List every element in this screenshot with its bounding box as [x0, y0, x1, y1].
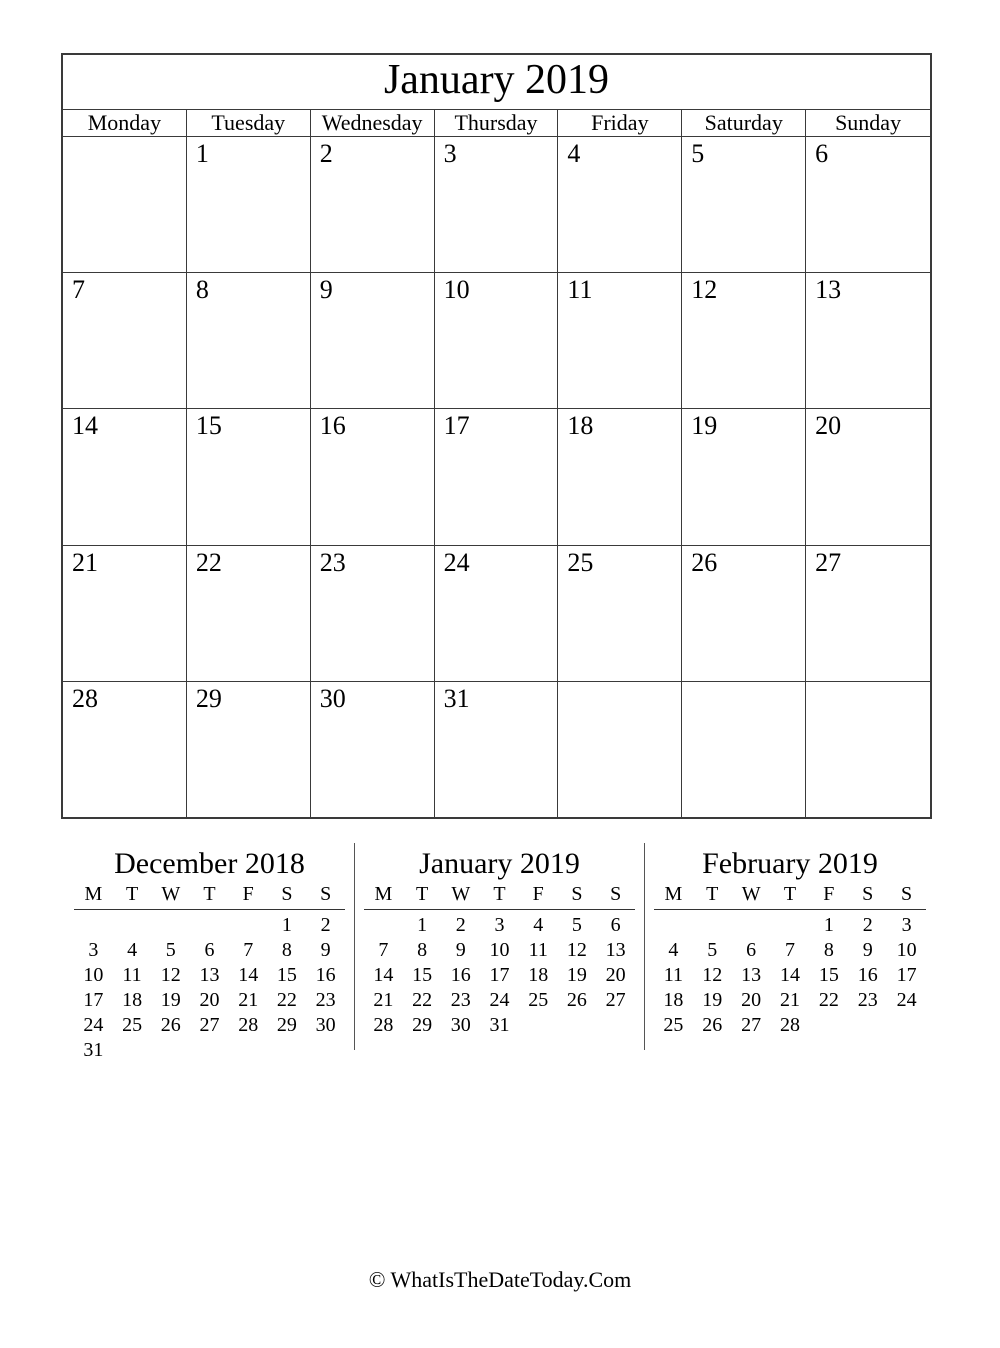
mini-day-cell: 1: [823, 914, 834, 936]
mini-day-header: S: [610, 883, 622, 905]
mini-day-cell: 25: [663, 1014, 684, 1036]
mini-day-cell: 16: [450, 964, 471, 986]
day-cell: 4: [558, 137, 682, 272]
mini-day-cell: 28: [373, 1014, 394, 1036]
mini-day-header: T: [203, 883, 216, 905]
mini-day-cell: 18: [528, 964, 549, 986]
mini-day-header: T: [415, 883, 429, 905]
mini-calendar-grid: [364, 910, 635, 1038]
mini-day-cell: 23: [450, 989, 471, 1011]
mini-day-cell: 20: [605, 964, 626, 986]
mini-day-cell: 24: [489, 989, 510, 1011]
mini-day-cell: 12: [160, 964, 181, 986]
mini-day-header: T: [493, 883, 506, 905]
mini-day-header: S: [901, 883, 913, 905]
day-cell: 28: [63, 682, 187, 817]
mini-day-cell: 19: [702, 989, 723, 1011]
mini-day-cell: 3: [901, 914, 912, 936]
mini-day-cell: 13: [199, 964, 220, 986]
mini-day-header: W: [451, 883, 471, 905]
mini-week-row: [364, 913, 635, 938]
empty-day-cell: [806, 682, 930, 817]
mini-calendar-february-2019: [645, 843, 935, 1050]
empty-day-cell: [558, 682, 682, 817]
mini-day-cell: 24: [83, 1014, 104, 1036]
mini-empty-day-cell: [190, 913, 229, 938]
day-cell: 25: [558, 546, 682, 681]
mini-day-header: S: [862, 883, 874, 905]
mini-empty-day-cell: [268, 1038, 307, 1063]
mini-calendar-grid: [654, 910, 926, 1038]
day-header-tuesday: Tuesday: [187, 110, 311, 138]
mini-day-cell: 3: [494, 914, 505, 936]
mini-day-cell: 8: [823, 939, 834, 961]
day-cell: 2: [311, 137, 435, 272]
mini-week-row: [654, 1013, 926, 1038]
mini-empty-day-cell: [771, 913, 810, 938]
mini-day-cell: 18: [663, 989, 684, 1011]
mini-empty-day-cell: [519, 1013, 558, 1038]
mini-day-cell: 11: [528, 939, 548, 961]
mini-day-cell: 6: [746, 939, 757, 961]
day-cell: 6: [815, 139, 829, 168]
mini-day-cell: 13: [605, 939, 626, 961]
mini-day-header: F: [823, 883, 835, 905]
mini-week-row: [74, 963, 345, 988]
mini-week-row: [364, 988, 635, 1013]
mini-day-cell: 25: [122, 1014, 143, 1036]
day-cell: 17: [435, 409, 559, 544]
day-cell: 31: [435, 682, 559, 817]
day-cell: 5: [682, 137, 806, 272]
mini-day-cell: 5: [571, 914, 582, 936]
mini-day-cell: 6: [610, 914, 621, 936]
mini-day-cell: 27: [741, 1014, 762, 1036]
mini-day-cell: 21: [373, 989, 394, 1011]
day-cell: 30: [311, 682, 435, 817]
mini-empty-day-cell: [732, 913, 771, 938]
mini-day-cell: 2: [862, 914, 873, 936]
mini-day-header: T: [125, 883, 139, 905]
mini-day-cell: 11: [663, 964, 684, 986]
mini-day-cell: 5: [165, 939, 176, 961]
mini-day-header: S: [571, 883, 583, 905]
mini-day-cell: 22: [276, 989, 297, 1011]
day-cell: 24: [435, 546, 559, 681]
mini-week-row: [654, 938, 926, 963]
mini-day-cell: 14: [779, 964, 800, 986]
mini-day-header: T: [783, 883, 797, 905]
mini-empty-day-cell: [887, 1013, 926, 1038]
mini-day-header: S: [320, 883, 332, 905]
main-calendar-day-headers: [63, 110, 930, 137]
mini-empty-day-cell: [558, 1013, 597, 1038]
day-cell: 14: [63, 409, 187, 544]
day-cell: 13: [815, 275, 842, 305]
empty-day-cell: [63, 137, 187, 272]
mini-day-header: F: [242, 883, 254, 905]
mini-day-cell: 28: [238, 1014, 259, 1036]
mini-day-cell: 8: [417, 939, 428, 961]
mini-week-row: [74, 1038, 345, 1063]
mini-week-row: [74, 1013, 345, 1038]
mini-day-cell: 11: [122, 964, 142, 986]
mini-day-cell: 29: [412, 1014, 433, 1036]
mini-day-cell: 10: [83, 964, 104, 986]
mini-day-cell: 14: [373, 964, 394, 986]
day-cell: 29: [187, 682, 311, 817]
mini-day-header: M: [84, 883, 103, 905]
mini-empty-day-cell: [693, 913, 732, 938]
day-cell: 10: [435, 273, 559, 408]
mini-day-cell: 12: [566, 939, 587, 961]
day-cell: 16: [311, 409, 435, 544]
mini-empty-day-cell: [364, 913, 403, 938]
mini-day-cell: 28: [779, 1014, 800, 1036]
mini-day-header: S: [281, 883, 293, 905]
mini-empty-day-cell: [306, 1038, 345, 1063]
mini-calendar-day-headers: [654, 884, 926, 910]
day-header-sunday: Sunday: [835, 110, 902, 135]
mini-day-cell: 1: [417, 914, 428, 936]
mini-day-cell: 13: [741, 964, 762, 986]
day-header-monday: Monday: [63, 110, 187, 138]
footer-watermark: © WhatIsTheDateToday.Com: [368, 1267, 632, 1292]
mini-day-cell: 4: [533, 914, 544, 936]
mini-day-cell: 22: [818, 989, 839, 1011]
mini-day-cell: 2: [320, 914, 331, 936]
week-row: [63, 546, 930, 682]
day-header-thursday: Thursday: [435, 110, 559, 138]
main-calendar: [61, 53, 932, 819]
day-header-saturday: Saturday: [682, 110, 806, 138]
mini-day-cell: 2: [455, 914, 466, 936]
mini-day-header: T: [706, 883, 719, 905]
mini-day-cell: 9: [862, 939, 873, 961]
mini-week-row: [74, 913, 345, 938]
mini-week-row: [364, 963, 635, 988]
mini-week-row: [654, 988, 926, 1013]
mini-day-cell: 10: [489, 939, 510, 961]
mini-day-cell: 31: [489, 1014, 510, 1036]
mini-day-cell: 8: [281, 939, 292, 961]
day-cell: 9: [311, 273, 435, 408]
mini-day-header: W: [741, 883, 761, 905]
mini-day-cell: 29: [276, 1014, 297, 1036]
day-cell: 3: [435, 137, 559, 272]
mini-day-cell: 20: [199, 989, 220, 1011]
mini-week-row: [364, 938, 635, 963]
mini-week-row: [74, 938, 345, 963]
empty-day-cell: [682, 682, 806, 817]
week-row: [63, 273, 930, 409]
mini-empty-day-cell: [229, 913, 268, 938]
mini-day-cell: 9: [455, 939, 466, 961]
day-cell: 21: [63, 546, 187, 681]
mini-empty-day-cell: [596, 1013, 635, 1038]
mini-day-cell: 3: [88, 939, 99, 961]
mini-day-cell: 7: [784, 939, 795, 961]
mini-calendar-day-headers: [74, 884, 345, 910]
week-row: [63, 682, 930, 817]
mini-empty-day-cell: [113, 1038, 152, 1063]
day-cell: 20: [815, 411, 842, 441]
day-cell: 23: [311, 546, 435, 681]
mini-day-cell: 15: [412, 964, 433, 986]
day-cell: 19: [682, 409, 806, 544]
mini-week-row: [654, 963, 926, 988]
mini-day-cell: 31: [83, 1039, 104, 1061]
mini-day-cell: 16: [857, 964, 878, 986]
mini-day-cell: 24: [896, 989, 917, 1011]
mini-day-cell: 7: [378, 939, 389, 961]
mini-day-header: F: [532, 883, 544, 905]
mini-day-cell: 17: [83, 989, 104, 1011]
mini-day-cell: 20: [741, 989, 762, 1011]
mini-calendar-title: February 2019: [702, 847, 878, 880]
mini-week-row: [654, 913, 926, 938]
day-cell: 12: [682, 273, 806, 408]
mini-calendar-title: December 2018: [114, 847, 305, 880]
mini-day-cell: 12: [702, 964, 723, 986]
mini-calendar-grid: [74, 910, 345, 1063]
mini-day-cell: 26: [566, 989, 587, 1011]
mini-calendar-january-2019: [355, 843, 645, 1050]
mini-week-row: [74, 988, 345, 1013]
mini-day-cell: 4: [127, 939, 138, 961]
day-cell: 18: [558, 409, 682, 544]
mini-day-cell: 26: [160, 1014, 181, 1036]
day-cell: 8: [187, 273, 311, 408]
day-cell: 1: [187, 137, 311, 272]
mini-day-cell: 7: [243, 939, 254, 961]
mini-day-cell: 5: [707, 939, 718, 961]
mini-day-header: W: [161, 883, 181, 905]
day-cell: 7: [63, 273, 187, 408]
mini-empty-day-cell: [809, 1013, 848, 1038]
mini-day-header: M: [374, 883, 393, 905]
mini-calendar-december-2018: [65, 843, 355, 1061]
mini-day-cell: 27: [605, 989, 626, 1011]
week-row: [63, 409, 930, 545]
mini-day-cell: 17: [896, 964, 917, 986]
mini-day-cell: 1: [281, 914, 292, 936]
mini-day-cell: 18: [122, 989, 143, 1011]
mini-day-cell: 27: [199, 1014, 220, 1036]
mini-day-cell: 16: [315, 964, 336, 986]
mini-calendars: [65, 843, 935, 1061]
mini-calendar-day-headers: [364, 884, 635, 910]
mini-day-cell: 22: [412, 989, 433, 1011]
mini-day-cell: 23: [857, 989, 878, 1011]
mini-day-cell: 17: [489, 964, 510, 986]
day-cell: 22: [187, 546, 311, 681]
mini-day-cell: 23: [315, 989, 336, 1011]
day-cell: 26: [682, 546, 806, 681]
mini-week-row: [364, 1013, 635, 1038]
day-header-wednesday: Wednesday: [311, 110, 435, 138]
mini-day-cell: 19: [160, 989, 181, 1011]
main-calendar-grid: [63, 137, 930, 817]
mini-day-cell: 21: [238, 989, 259, 1011]
mini-day-cell: 21: [779, 989, 800, 1011]
mini-day-cell: 26: [702, 1014, 723, 1036]
mini-empty-day-cell: [654, 913, 693, 938]
mini-day-cell: 19: [566, 964, 587, 986]
mini-empty-day-cell: [151, 913, 190, 938]
mini-day-cell: 15: [818, 964, 839, 986]
main-calendar-title: January 2019: [63, 55, 930, 110]
mini-day-header: M: [664, 883, 683, 905]
day-cell: 11: [558, 273, 682, 408]
mini-calendar-title: January 2019: [419, 847, 580, 880]
mini-day-cell: 30: [450, 1014, 471, 1036]
day-cell: 27: [815, 547, 842, 577]
mini-day-cell: 6: [204, 939, 215, 961]
mini-empty-day-cell: [229, 1038, 268, 1063]
mini-day-cell: 10: [896, 939, 917, 961]
mini-day-cell: 14: [238, 964, 259, 986]
mini-empty-day-cell: [113, 913, 152, 938]
mini-day-cell: 9: [320, 939, 331, 961]
mini-day-cell: 4: [668, 939, 679, 961]
mini-empty-day-cell: [848, 1013, 887, 1038]
day-header-friday: Friday: [558, 110, 682, 138]
week-row: [63, 137, 930, 273]
mini-empty-day-cell: [151, 1038, 190, 1063]
mini-day-cell: 15: [276, 964, 297, 986]
mini-day-cell: 30: [315, 1014, 336, 1036]
mini-empty-day-cell: [74, 913, 113, 938]
mini-empty-day-cell: [190, 1038, 229, 1063]
mini-day-cell: 25: [528, 989, 549, 1011]
day-cell: 15: [187, 409, 311, 544]
